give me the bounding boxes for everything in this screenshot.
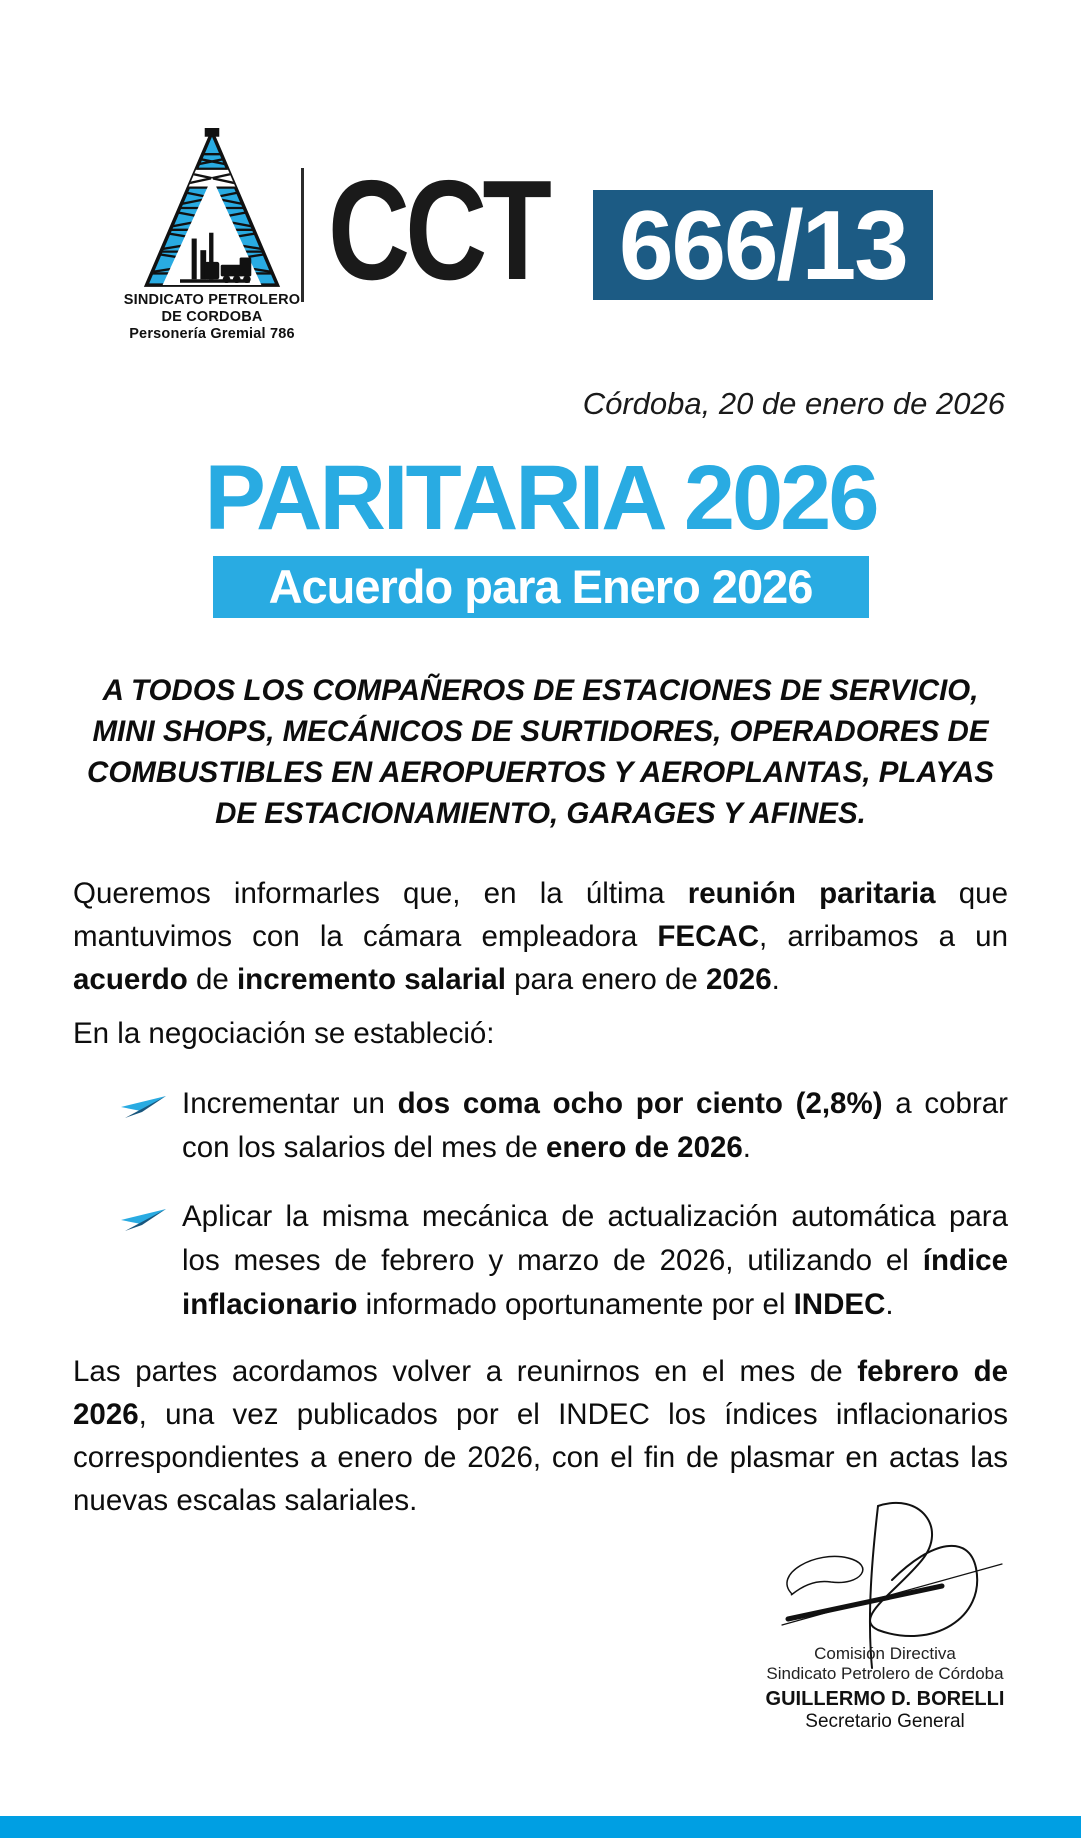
signature-role: Secretario General	[805, 1711, 965, 1732]
org-name-line2: DE CORDOBA	[161, 309, 263, 325]
signature-block	[720, 1498, 1050, 1733]
arrow-bullet-icon	[120, 1090, 168, 1124]
subtitle-banner	[213, 556, 869, 618]
date-line: Córdoba, 20 de enero de 2026	[582, 386, 1005, 421]
intro-paragraph: Queremos informarles que, en la última reunión paritaria que mantuvimos con la cámara empleadora FECAC, arribamos a un acuerdo de incremento salarial para enero de 2026.	[73, 877, 1008, 996]
arrow-bullet-icon	[120, 1203, 168, 1237]
bullet-text: Incrementar un dos coma ocho por ciento (2,8%) a cobrar con los salarios del mes de enero de 2026.	[182, 1087, 1008, 1164]
signature-name: GUILLERMO D. BORELLI	[765, 1688, 1005, 1710]
bullet-item-mechanism	[120, 1195, 1008, 1327]
org-subtitle: Personería Gremial 786	[129, 326, 295, 342]
cct-number-badge: 666/13	[593, 190, 933, 300]
org-name-line1: SINDICATO PETROLERO	[123, 292, 301, 308]
addressee-paragraph: A TODOS LOS COMPAÑEROS DE ESTACIONES DE SERVICIO, MINI SHOPS, MECÁNICOS DE SURTIDORES, OPERADORES DE COMBUSTIBLES EN AEROPUERTOS Y AEROPLANTAS, PLAYAS DE ESTACIONAMIENTO, GARAGES Y AFINES.	[87, 674, 994, 830]
subtitle-text: Acuerdo para Enero 2026	[268, 560, 813, 613]
header-divider	[301, 168, 304, 302]
bullet-text: Aplicar la misma mecánica de actualización automática para los meses de febrero y marzo de 2026, utilizando el índice inflacionario informado oportunamente por el INDEC.	[182, 1200, 1008, 1321]
page-title: PARITARIA 2026	[204, 447, 877, 549]
closing-paragraph: Las partes acordamos volver a reunirnos en el mes de febrero de 2026, una vez publicados por el INDEC los índices inflacionarios correspondientes a enero de 2026, con el fin de plasmar en actas las nuevas escalas salariales.	[73, 1355, 1009, 1517]
bullet-item-increase	[120, 1082, 1008, 1170]
union-logo	[112, 128, 312, 343]
footer-bar	[0, 1816, 1081, 1838]
oil-derrick-icon	[137, 128, 287, 288]
negotiation-lead: En la negociación se estableció:	[73, 1017, 495, 1050]
cct-label: CCT	[328, 151, 548, 310]
signature-committee: Comisión Directiva	[814, 1644, 956, 1663]
signature-union: Sindicato Petrolero de Córdoba	[766, 1664, 1004, 1683]
